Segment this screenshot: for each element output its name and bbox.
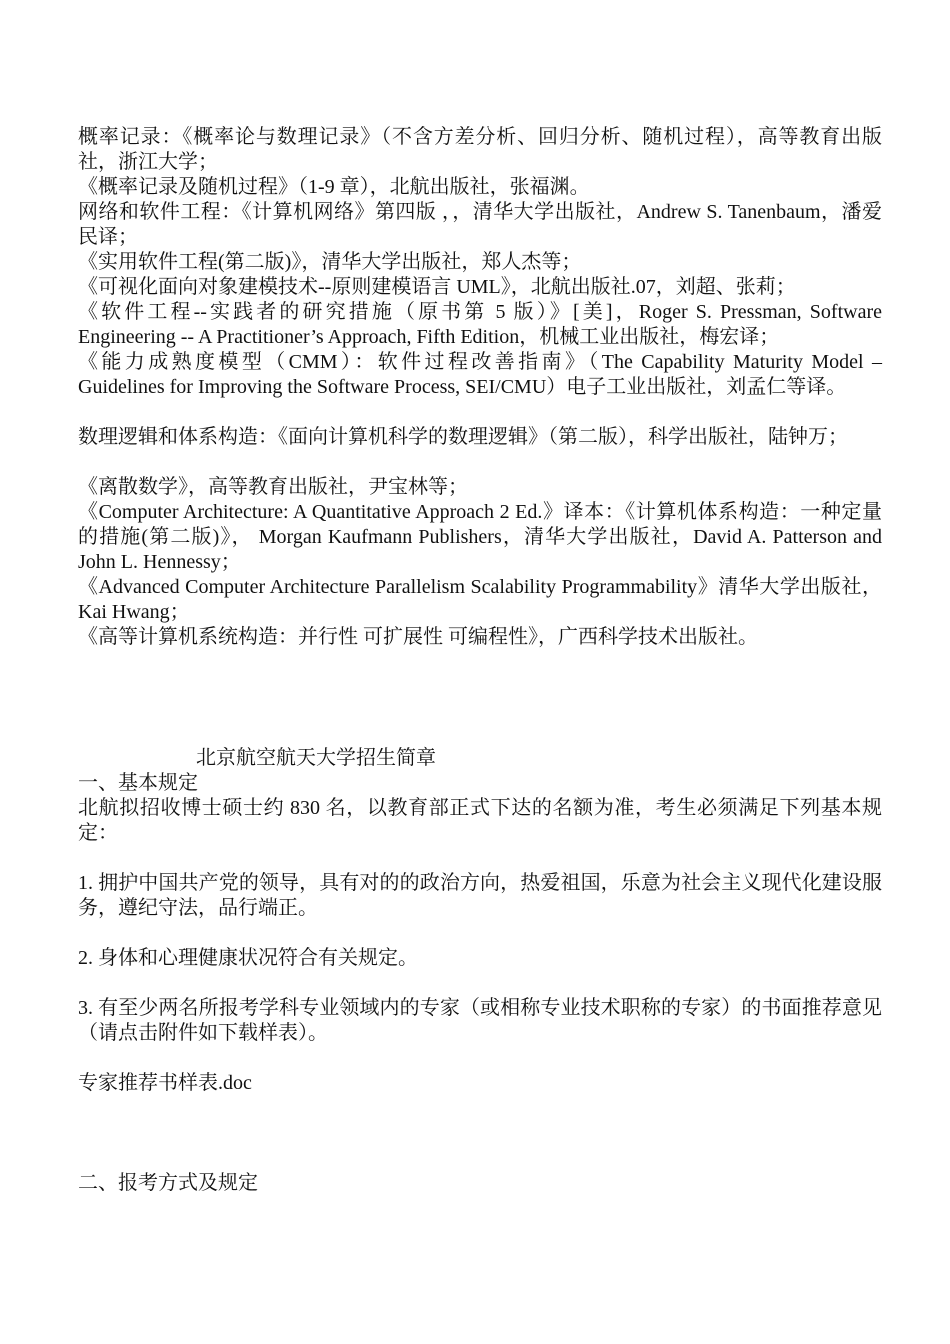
reference-practical-se: 《实用软件工程(第二版)》，清华大学出版社，郑人杰等； — [78, 251, 582, 273]
reference-cmm: 《能力成熟度模型（CMM）：软件过程改善指南》（The Capability Maturity Model – Guidelines for Improving the Software Process, SEI/CMU）电子工业出版社，刘孟仁等译。 — [78, 351, 882, 398]
admissions-intro: 北航拟招收博士硕士约 830 名，以教育部正式下达的名额为准，考生必须满足下列基本规定： — [78, 797, 882, 844]
section1-heading: 一、基本规定 — [78, 772, 198, 794]
reference-advanced: 《Advanced Computer Architecture Parallelism Scalability Programmability》清华大学出版社，Kai Hwang； — [78, 576, 882, 623]
section2-heading: 二、报考方式及规定 — [78, 1172, 258, 1194]
reference-advanced-cn: 《高等计算机系统构造：并行性 可扩展性 可编程性》，广西科学技术出版社。 — [78, 626, 758, 648]
reference-networks: 网络和软件工程：《计算机网络》第四版 ，，清华大学出版社，Andrew S. Tanenbaum，潘爱民译； — [78, 201, 882, 248]
admissions-title: 北京航空航天大学招生简章 — [196, 747, 436, 769]
reference-probability: 概率记录：《概率论与数理记录》（不含方差分析、回归分析、随机过程），高等教育出版社，浙江大学； — [78, 126, 882, 173]
reference-architecture: 《Computer Architecture: A Quantitative Approach 2 Ed.》译本：《计算机体系构造：一种定量的措施(第二版)》， Morgan Kaufmann Publishers，清华大学出版社，David A. Patterson and John L. Hennessy； — [78, 501, 882, 573]
rule-2: 2. 身体和心理健康状况符合有关规定。 — [78, 947, 418, 969]
attachment-link[interactable]: 专家推荐书样表.doc — [78, 1072, 252, 1094]
rule-1: 1. 拥护中国共产党的领导，具有对的的政治方向，热爱祖国，乐意为社会主义现代化建设服务，遵纪守法，品行端正。 — [78, 872, 882, 919]
reference-discrete: 《离散数学》，高等教育出版社，尹宝林等； — [78, 476, 468, 498]
reference-uml: 《可视化面向对象建模技术--原则建模语言 UML》，北航出版社.07，刘超、张莉； — [78, 276, 796, 298]
reference-logic: 数理逻辑和体系构造：《面向计算机科学的数理逻辑》（第二版），科学出版社，陆钟万； — [78, 426, 848, 448]
reference-probability-process: 《概率记录及随机过程》（1-9 章），北航出版社，张福渊。 — [78, 176, 590, 198]
rule-3: 3. 有至少两名所报考学科专业领域内的专家（或相称专业技术职称的专家）的书面推荐意见（请点击附件如下载样表）。 — [78, 997, 882, 1044]
reference-pressman: 《软件工程--实践者的研究措施（原书第 5 版）》[美]，Roger S. Pressman, Software Engineering -- A Practitioner’s Approach, Fifth Edition，机械工业出版社，梅宏译； — [78, 301, 882, 348]
